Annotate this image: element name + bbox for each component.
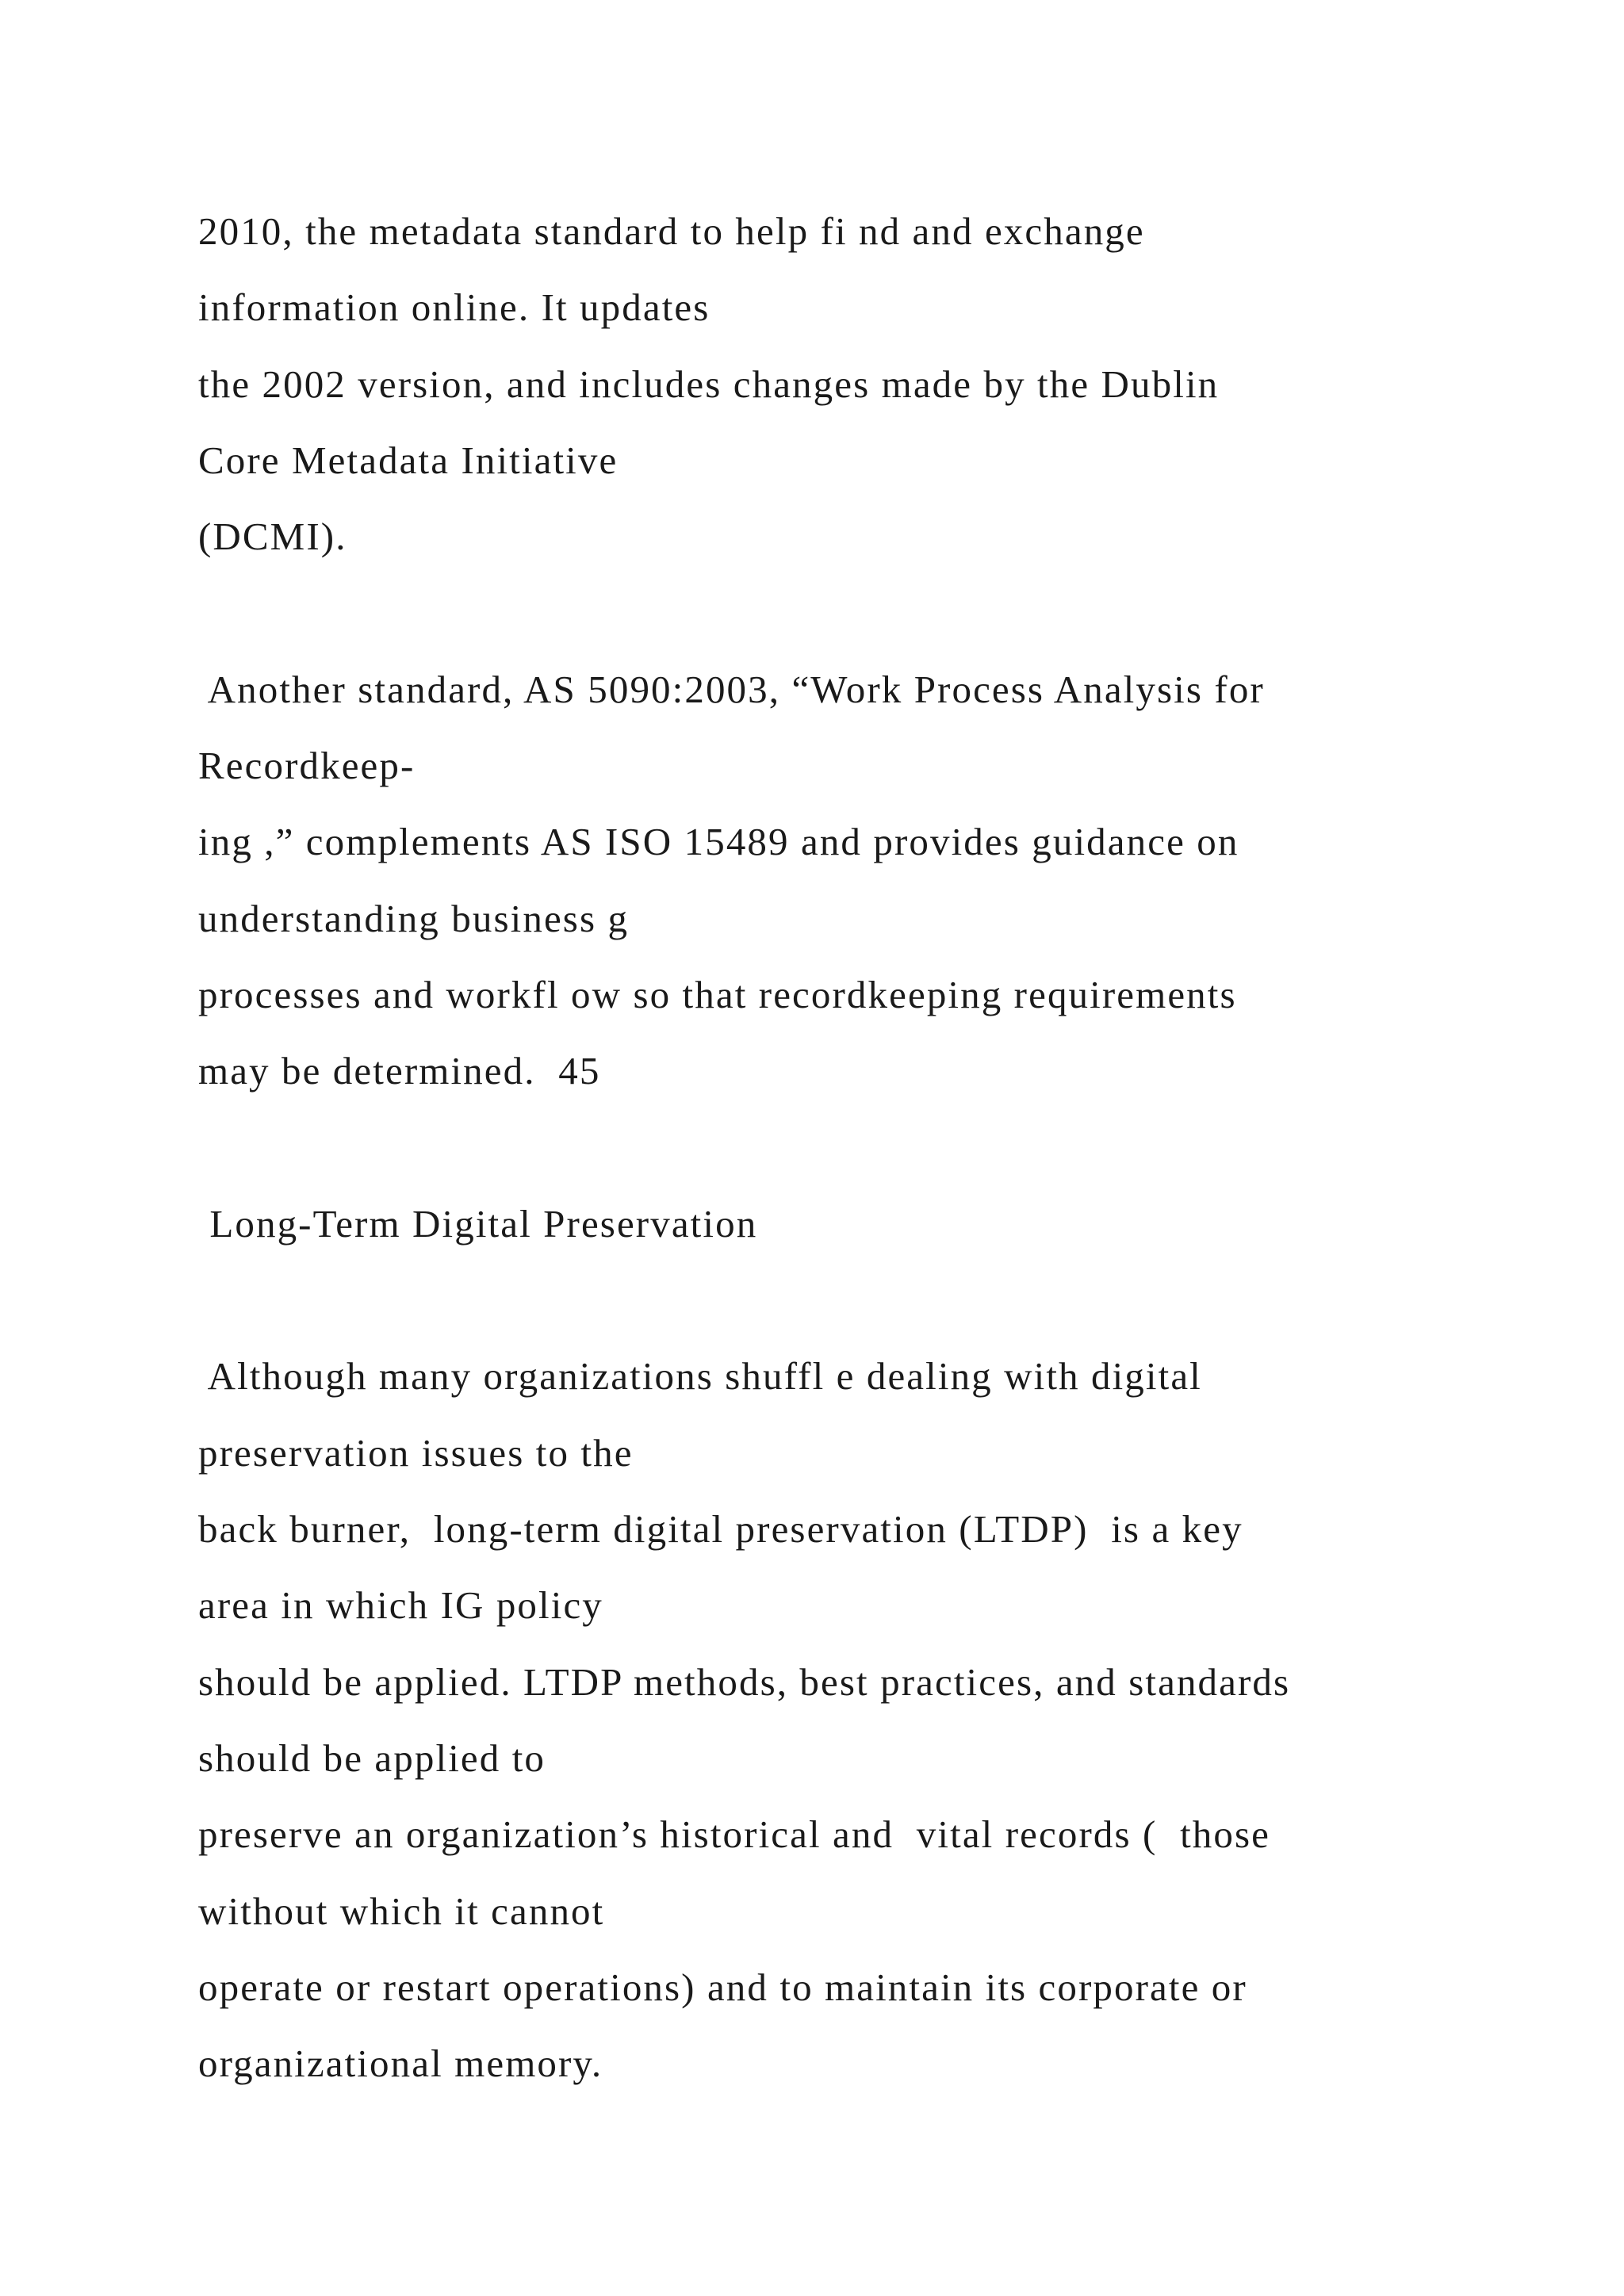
- text-line: organizational memory.: [198, 2042, 603, 2086]
- text-line: ing ,” complements AS ISO 15489 and provides guidance on: [198, 820, 1239, 864]
- text-line: preserve an organization’s historical and vital records ( those: [198, 1812, 1271, 1857]
- blank-line: [198, 1110, 1546, 1186]
- text-line: understanding business g: [198, 896, 630, 940]
- text-line: 2010, the metadata standard to help fi nd and exchange: [198, 209, 1145, 253]
- text-line: Although many organizations shuffl e dealing with digital: [198, 1354, 1202, 1399]
- text-line: information online. It updates: [198, 285, 710, 330]
- text-line: Recordkeep-: [198, 744, 416, 788]
- text-line: should be applied. LTDP methods, best practices, and standards: [198, 1659, 1291, 1704]
- text-line: back burner, long-term digital preservation (LTDP) is a key: [198, 1507, 1243, 1552]
- text-line: Another standard, AS 5090:2003, “Work Process Analysis for: [198, 667, 1265, 711]
- document-body: [198, 193, 1546, 2102]
- blank-line: [198, 1262, 1546, 1338]
- section-heading: Long-Term Digital Preservation: [198, 1201, 758, 1246]
- text-line: (DCMI).: [198, 515, 347, 559]
- text-line: area in which IG policy: [198, 1583, 603, 1628]
- text-line: processes and workfl ow so that recordkeeping requirements: [198, 972, 1237, 1016]
- text-line: should be applied to: [198, 1735, 546, 1780]
- text-line: without which it cannot: [198, 1888, 605, 1933]
- text-line: the 2002 version, and includes changes made by the Dublin: [198, 362, 1220, 406]
- blank-line: [198, 575, 1546, 651]
- text-line: Core Metadata Initiative: [198, 438, 619, 482]
- text-line: preservation issues to the: [198, 1430, 634, 1475]
- text-line: operate or restart operations) and to maintain its corporate or: [198, 1965, 1247, 2009]
- text-line: may be determined. 45: [198, 1049, 601, 1093]
